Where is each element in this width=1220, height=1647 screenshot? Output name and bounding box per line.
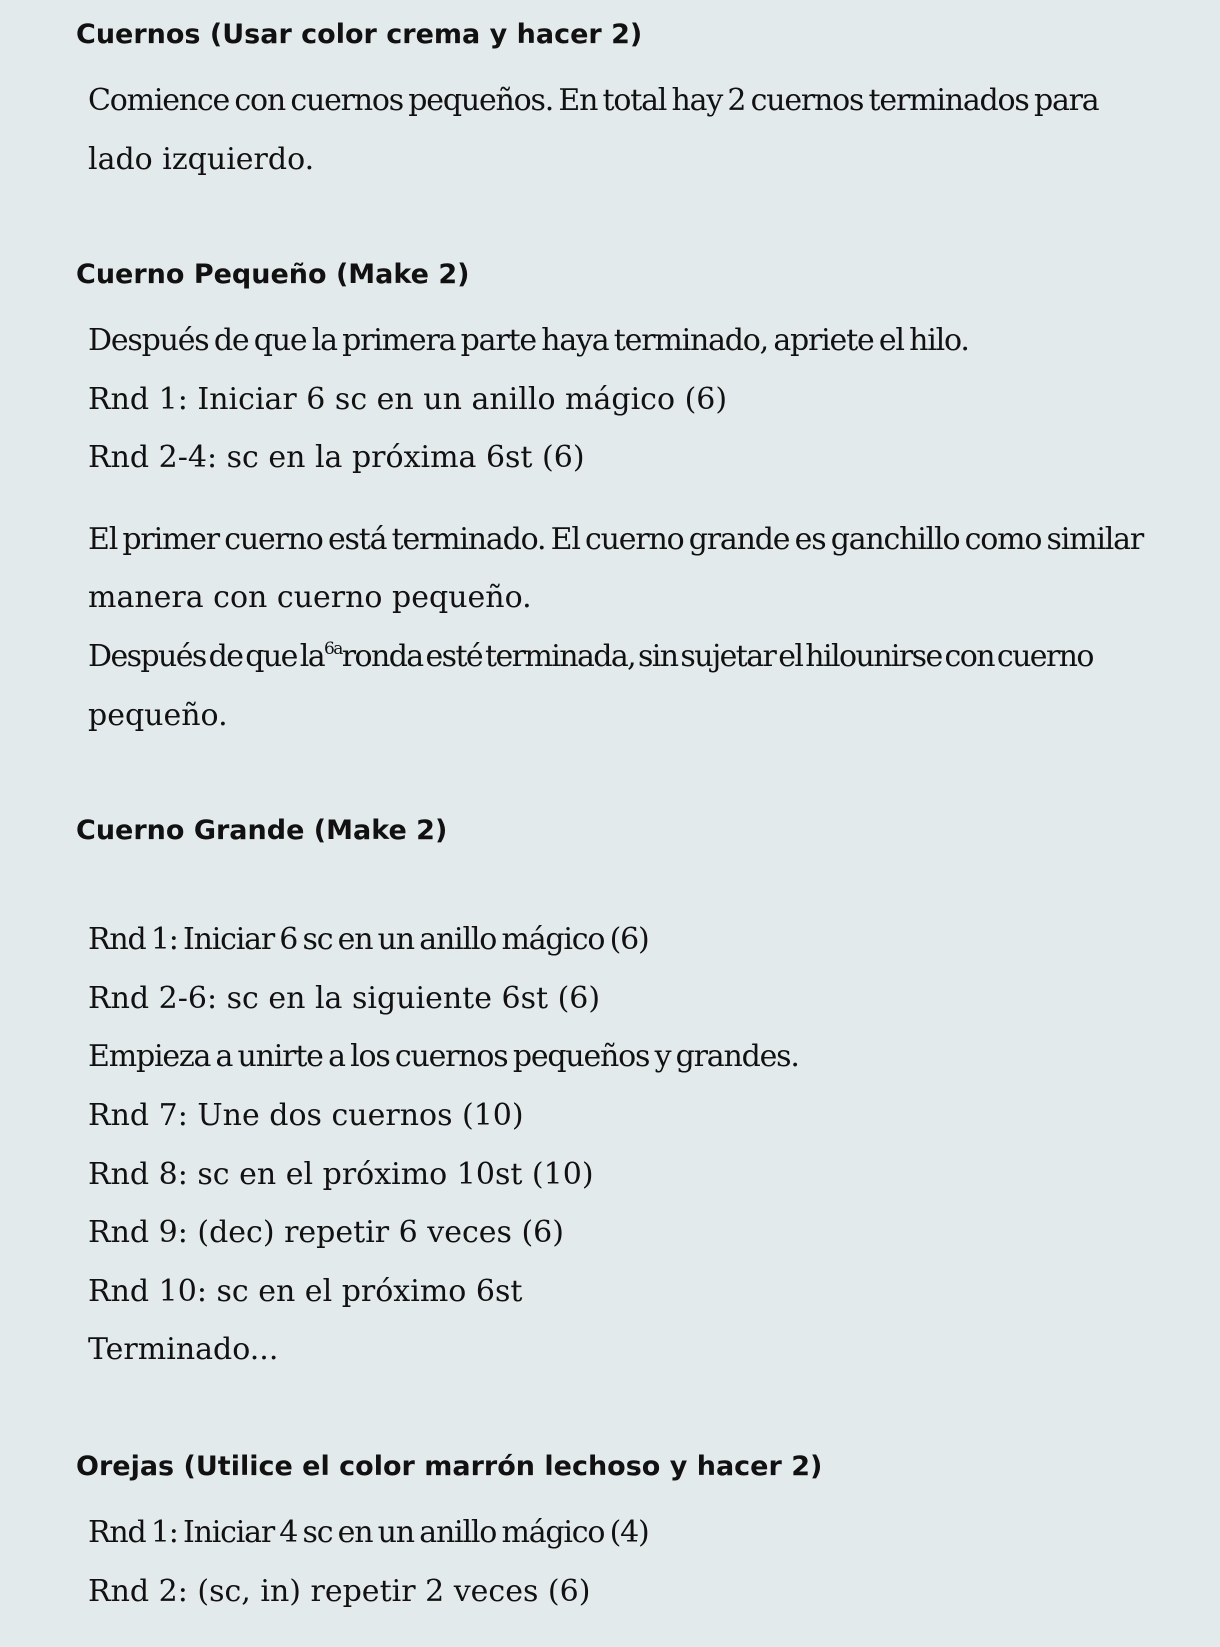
paragraph-line: Comience con cuernos pequeños. En total hay 2 cuernos terminados para [88,83,1099,118]
section-heading-cuerno-pequeno: Cuerno Pequeño (Make 2) [76,259,470,290]
instruction-row: Rnd 2-6: sc en la siguiente 6st (6) [88,981,601,1016]
paragraph-line: pequeño. [88,698,228,733]
paragraph-line: El primer cuerno está terminado. El cuerno grande es ganchillo como similar [88,522,1143,557]
instruction-row: Rnd 7: Une dos cuernos (10) [88,1098,524,1133]
instruction-row: Rnd 2-4: sc en la próxima 6st (6) [88,440,585,475]
paragraph-line: manera con cuerno pequeño. [88,580,532,615]
instruction-row: Rnd 1: Iniciar 6 sc en un anillo mágico (6) [88,922,649,957]
instruction-row: Rnd 1: Iniciar 6 sc en un anillo mágico (6) [88,382,728,417]
instruction-row: Rnd 1: Iniciar 4 sc en un anillo mágico (4) [88,1515,649,1550]
instruction-row: Rnd 2: (sc, in) repetir 2 veces (6) [88,1574,591,1609]
instruction-row: Rnd 8: sc en el próximo 10st (10) [88,1157,594,1192]
section-heading-orejas: Orejas (Utilice el color marrón lechoso y hacer 2) [76,1451,823,1482]
section-heading-cuernos: Cuernos (Usar color crema y hacer 2) [76,19,643,50]
ordinal-superscript: 6a [324,639,342,659]
paragraph-line: Después de que la primera parte haya terminado, apriete el hilo. [88,323,969,358]
ordinal-before: Después de que la [88,639,325,674]
ordinal-after: ronda esté terminada, sin sujetar el hilounirse con cuerno [341,639,1093,674]
instruction-row: Rnd 9: (dec) repetir 6 veces (6) [88,1215,564,1250]
instruction-row: Rnd 10: sc en el próximo 6st [88,1274,523,1309]
section-heading-cuerno-grande: Cuerno Grande (Make 2) [76,815,448,846]
instruction-row: Terminado... [88,1332,279,1367]
instruction-row: Empieza a unirte a los cuernos pequeños y grandes. [88,1039,799,1074]
paragraph-line-ordinal [88,637,1093,677]
paragraph-line: lado izquierdo. [88,142,315,177]
